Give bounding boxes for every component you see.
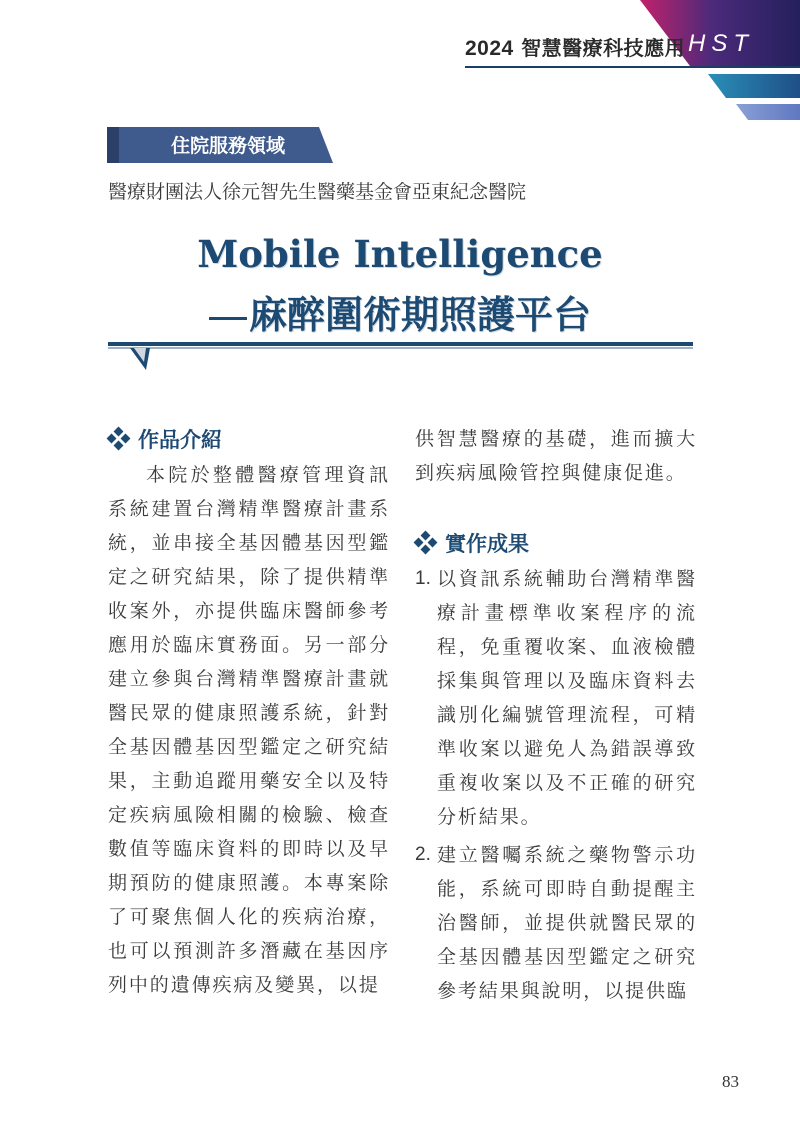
section-heading-results (415, 524, 697, 562)
intro-heading: 作品介紹 (138, 428, 222, 452)
title-chinese: 麻醉圍術期照護平台 (248, 292, 591, 337)
header-title-text: 智慧醫療科技應用 (521, 36, 686, 60)
running-header (465, 32, 685, 61)
header-year: 2024 (465, 37, 514, 60)
diamond-bullet-icon (108, 428, 130, 450)
page-number: 83 (722, 1072, 739, 1091)
list-number: 2. (415, 844, 431, 865)
title-english: Mobile Intelligence (197, 232, 603, 276)
organization-name: 醫療財團法人徐元智先生醫藥基金會亞東紀念醫院 (108, 181, 527, 203)
intro-paragraph-continued: 供智慧醫療的基礎，進而擴大到疾病風險管控與健康促進。 (415, 428, 697, 484)
category-label: 住院服務領域 (170, 135, 285, 157)
list-text: 建立醫囑系統之藥物警示功能，系統可即時自動提醒主治醫師，並提供就醫民眾的全基因體基因型鑑定之研究參考結果與說明，以提供臨 (437, 844, 697, 1002)
em-dash (209, 317, 247, 320)
header-decoration (0, 0, 800, 140)
diamond-bullet-icon (415, 532, 437, 554)
list-item (415, 562, 697, 834)
right-column (415, 420, 697, 1012)
results-list (415, 562, 697, 1008)
section-heading-intro (108, 420, 390, 458)
results-heading: 實作成果 (445, 532, 529, 556)
list-text: 以資訊系統輔助台灣精準醫療計畫標準收案程序的流程，免重覆收案、血液檢體採集與管理以及臨床資料去識別化編號管理流程，可精準收案以避免人為錯誤導致重複收案以及不正確的研究分析結果。 (437, 568, 697, 828)
list-item (415, 838, 697, 1008)
intro-paragraph: 本院於整體醫療管理資訊系統建置台灣精準醫療計畫系統，並串接全基因體基因型鑑定之研究結果，除了提供精準收案外，亦提供臨床醫師參考應用於臨床實務面。另一部分建立參與台灣精準醫療計畫就醫民眾的健康照護系統，針對全基因體基因型鑑定之研究結果，主動追蹤用藥安全以及特定疾病風險相關的檢驗、檢查數值等臨床資料的即時以及早期預防的健康照護。本專案除了可聚焦個人化的疾病治療，也可以預測許多潛藏在基因序列中的遺傳疾病及變異，以提 (108, 464, 390, 996)
title-underline (108, 336, 693, 376)
title-chinese-line (0, 284, 800, 339)
hst-logo: HST (688, 30, 754, 57)
header-rule (465, 66, 800, 68)
list-number: 1. (415, 568, 431, 589)
left-column (108, 420, 390, 1002)
